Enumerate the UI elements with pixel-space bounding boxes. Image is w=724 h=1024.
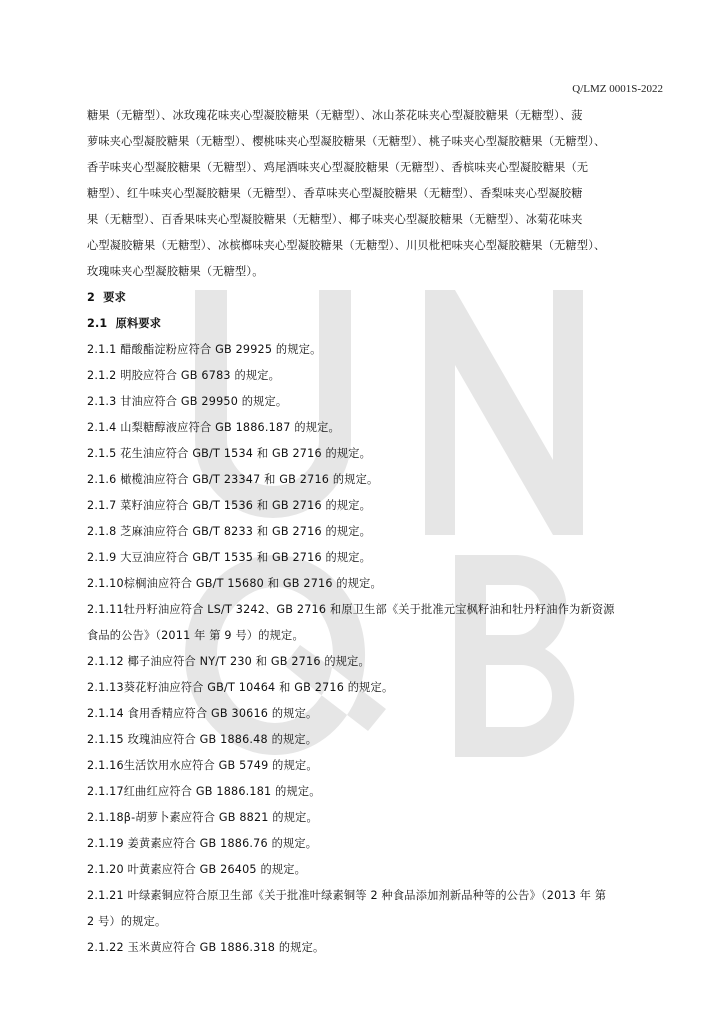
requirement-text: 玉米黄应符合 GB 1886.318 的规定。 [127, 941, 325, 954]
requirement-text: 醋酸酯淀粉应符合 GB 29925 的规定。 [120, 343, 322, 356]
requirement-text: β-胡萝卜素应符合 GB 8821 的规定。 [123, 811, 318, 824]
standard-code: Q/LMZ 0001S-2022 [572, 83, 663, 95]
requirement-text: 花生油应符合 GB/T 1534 和 GB 2716 的规定。 [120, 447, 372, 460]
requirement-text: 明胶应符合 GB 6783 的规定。 [120, 369, 281, 382]
requirement-item [87, 415, 667, 441]
requirement-text: 菜籽油应符合 GB/T 1536 和 GB 2716 的规定。 [120, 499, 372, 512]
requirement-item [87, 545, 667, 571]
requirement-number: 2.1.6 [87, 473, 117, 486]
requirement-number: 2.1.14 [87, 707, 124, 720]
requirement-text: 2 号）的规定。 [87, 915, 167, 928]
requirement-number: 2.1.2 [87, 369, 117, 382]
requirements-list [87, 337, 667, 961]
intro-line: 香芋味夹心型凝胶糖果（无糖型）、鸡尾酒味夹心型凝胶糖果（无糖型）、香槟味夹心型凝胶糖果（无 [87, 161, 589, 174]
requirement-item [87, 675, 667, 701]
requirement-number: 2.1.1 [87, 343, 117, 356]
subsection-number: 2.1 [87, 317, 108, 330]
requirement-text: 甘油应符合 GB 29950 的规定。 [120, 395, 288, 408]
document-body [87, 103, 667, 961]
requirement-item [87, 701, 667, 727]
requirement-text: 玫瑰油应符合 GB 1886.48 的规定。 [127, 733, 318, 746]
requirement-text: 葵花籽油应符合 GB/T 10464 和 GB 2716 的规定。 [123, 681, 394, 694]
intro-line: 萝味夹心型凝胶糖果（无糖型）、樱桃味夹心型凝胶糖果（无糖型）、桃子味夹心型凝胶糖果（无糖型）、 [87, 135, 606, 148]
requirement-number: 2.1.5 [87, 447, 117, 460]
requirement-text: 大豆油应符合 GB/T 1535 和 GB 2716 的规定。 [120, 551, 372, 564]
section-heading [87, 285, 667, 311]
requirement-number: 2.1.3 [87, 395, 117, 408]
requirement-text: 食品的公告》（2011 年 第 9 号）的规定。 [87, 629, 304, 642]
requirement-item [87, 363, 667, 389]
requirement-text: 叶绿素铜应符合原卫生部《关于批准叶绿素铜等 2 种食品添加剂新品种等的公告》（2013 年 第 [127, 889, 607, 902]
requirement-item [87, 857, 667, 883]
requirement-number: 2.1.9 [87, 551, 117, 564]
requirement-item [87, 649, 667, 675]
subsection-heading [87, 311, 667, 337]
requirement-number: 2.1.16 [87, 759, 124, 772]
intro-line: 心型凝胶糖果（无糖型）、冰槟榔味夹心型凝胶糖果（无糖型）、川贝枇杷味夹心型凝胶糖果（无糖型）、 [87, 239, 606, 252]
requirement-item [87, 597, 667, 623]
intro-line: 果（无糖型）、百香果味夹心型凝胶糖果（无糖型）、椰子味夹心型凝胶糖果（无糖型）、冰菊花味夹 [87, 213, 583, 226]
requirement-item [87, 727, 667, 753]
subsection-title: 原料要求 [115, 317, 162, 330]
requirement-number: 2.1.22 [87, 941, 124, 954]
requirement-text: 棕榈油应符合 GB/T 15680 和 GB 2716 的规定。 [123, 577, 382, 590]
requirement-item [87, 779, 667, 805]
requirement-text: 姜黄素应符合 GB 1886.76 的规定。 [127, 837, 318, 850]
requirement-number: 2.1.21 [87, 889, 124, 902]
requirement-number: 2.1.4 [87, 421, 117, 434]
requirement-text: 橄榄油应符合 GB/T 23347 和 GB 2716 的规定。 [120, 473, 379, 486]
requirement-text: 椰子油应符合 NY/T 230 和 GB 2716 的规定。 [127, 655, 370, 668]
requirement-number: 2.1.15 [87, 733, 124, 746]
requirement-number: 2.1.7 [87, 499, 117, 512]
requirement-number: 2.1.19 [87, 837, 124, 850]
requirement-continuation [87, 909, 667, 935]
requirement-text: 食用香精应符合 GB 30616 的规定。 [127, 707, 318, 720]
requirement-item [87, 831, 667, 857]
requirement-number: 2.1.13 [87, 681, 124, 694]
requirement-item [87, 935, 667, 961]
requirement-text: 叶黄素应符合 GB 26405 的规定。 [127, 863, 307, 876]
requirement-item [87, 389, 667, 415]
requirement-continuation [87, 623, 667, 649]
requirement-text: 牡丹籽油应符合 LS/T 3242、GB 2716 和原卫生部《关于批准元宝枫籽油和牡丹籽油作为新资源 [123, 603, 615, 616]
intro-line: 糖果（无糖型）、冰玫瑰花味夹心型凝胶糖果（无糖型）、冰山茶花味夹心型凝胶糖果（无糖型）、菠 [87, 109, 583, 122]
requirement-item [87, 805, 667, 831]
requirement-number: 2.1.10 [87, 577, 124, 590]
section-title: 要求 [103, 291, 126, 304]
requirement-item [87, 441, 667, 467]
intro-line: 糖型）、红牛味夹心型凝胶糖果（无糖型）、香草味夹心型凝胶糖果（无糖型）、香梨味夹心型凝胶糖 [87, 187, 583, 200]
requirement-text: 山梨糖醇液应符合 GB 1886.187 的规定。 [120, 421, 340, 434]
requirement-number: 2.1.20 [87, 863, 124, 876]
requirement-number: 2.1.17 [87, 785, 124, 798]
requirement-text: 芝麻油应符合 GB/T 8233 和 GB 2716 的规定。 [120, 525, 372, 538]
requirement-item [87, 493, 667, 519]
requirement-text: 生活饮用水应符合 GB 5749 的规定。 [123, 759, 318, 772]
requirement-item [87, 519, 667, 545]
requirement-number: 2.1.8 [87, 525, 117, 538]
requirement-item [87, 753, 667, 779]
requirement-item [87, 337, 667, 363]
requirement-number: 2.1.18 [87, 811, 124, 824]
requirement-number: 2.1.11 [87, 603, 124, 616]
requirement-text: 红曲红应符合 GB 1886.181 的规定。 [123, 785, 321, 798]
requirement-item [87, 571, 667, 597]
intro-line: 玫瑰味夹心型凝胶糖果（无糖型）。 [87, 265, 264, 278]
requirement-item [87, 467, 667, 493]
section-number: 2 [87, 291, 95, 304]
requirement-item [87, 883, 667, 909]
requirement-number: 2.1.12 [87, 655, 124, 668]
